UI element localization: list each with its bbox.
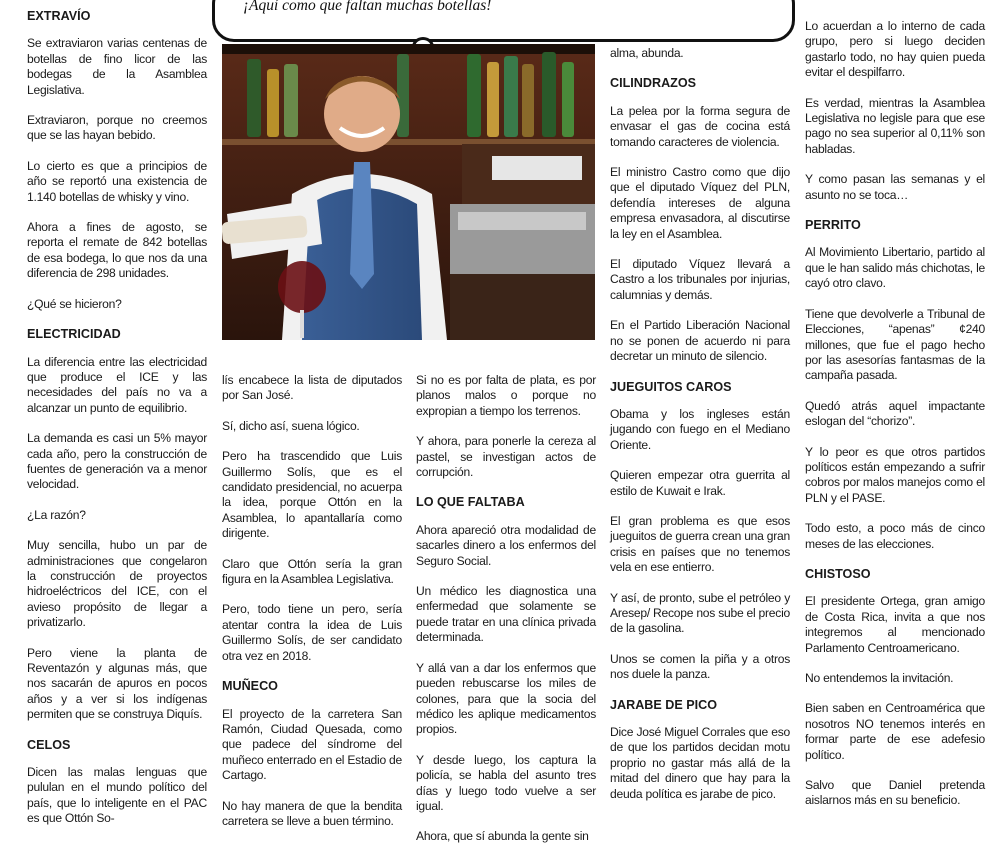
paragraph: El ministro Castro como que dijo que el diputado Víquez del PLN, defendía intereses de alguna empresa envasadora, al discutirse la ley en el Asamblea.	[610, 165, 790, 241]
waiter-photo	[222, 44, 595, 340]
paragraph: Dice José Miguel Corrales que eso de que los partidos decidan motu proprio no gastar más allá de la mitad del dinero que hay para la deuda política es jarabe de pico.	[610, 725, 790, 801]
paragraph: El proyecto de la carretera San Ramón, Ciudad Quesada, como que padece del síndrome del muñeco enterrado en el Estadio de Cartago.	[222, 706, 403, 783]
paragraph: El presidente Ortega, gran amigo de Costa Rica, invita a que nos integremos al mencionado Parlamento Centroamericano.	[805, 594, 985, 655]
paragraph: Un médico les diagnostica una enfermedad que solamente se puede tratar en una clínica privada determinada.	[416, 584, 596, 645]
paragraph: Y como pasan las semanas y el asunto no se toca…	[805, 172, 985, 202]
paragraph: Quieren empezar otra guerrita al estilo de Kuwait e Irak.	[610, 468, 790, 498]
paragraph: Sí, dicho así, suena lógico.	[222, 418, 360, 433]
column-3	[416, 373, 596, 860]
paragraph: En el Partido Liberación Nacional no se ponen de acuerdo ni para decretar un minuto de silencio.	[610, 318, 790, 364]
paragraph: Y así, de pronto, sube el petróleo y Aresep/ Recope nos sube el precio de la gasolina.	[610, 590, 790, 636]
paragraph: ¿La razón?	[27, 507, 86, 522]
paragraph: lís encabece la lista de diputados por San José.	[222, 373, 402, 403]
heading-chistoso: CHISTOSO	[805, 566, 871, 581]
paragraph: alma, abunda.	[610, 46, 684, 60]
paragraph: Bien saben en Centroamérica que nosotros NO tenemos interés en formar parte de ese adefesio político.	[805, 701, 985, 762]
paragraph: Obama y los ingleses están jugando con fuego en el Mediano Oriente.	[610, 406, 790, 452]
paragraph: La pelea por la forma segura de envasar el gas de cocina está tomando caracteres de violencia.	[610, 103, 790, 149]
bubble-caption: ¡Aquí como que faltan muchas botellas!	[243, 0, 492, 14]
heading-jarabe-de-pico: JARABE DE PICO	[610, 697, 718, 712]
paragraph: No entendemos la invitación.	[805, 671, 954, 685]
paragraph: Quedó atrás aquel impactante eslogan del “chorizo”.	[805, 398, 985, 429]
paragraph: Y allá van a dar los enfermos que pueden rebuscarse los miles de colones, para que la socia del médico les aplique medicamentos propios.	[416, 660, 596, 737]
paragraph: Si no es por falta de plata, es por planos malos o porque no expropian a tiempo los terrenos.	[416, 373, 596, 418]
paragraph: Y desde luego, los captura la policía, se habla del asunto tres días y luego todo vuelve a ser igual.	[416, 752, 596, 813]
column-2	[222, 373, 402, 844]
heading-perrito: PERRITO	[805, 218, 861, 233]
paragraph: Es verdad, mientras la Asamblea Legislativa no legisle para que ese pago no sea superior al 0,11% son habladas.	[805, 95, 985, 156]
paragraph: Al Movimiento Libertario, partido al que le han salido más chichotas, le cayó otro clavo.	[805, 245, 985, 291]
paragraph: Lo cierto es que a principios de año se reportó una existencia de 1.140 botellas de whisky y vino.	[27, 158, 207, 204]
paragraph: ¿Qué se hicieron?	[27, 296, 122, 311]
paragraph: El diputado Víquez llevará a Castro a los tribunales por injurias, calumnias y demás.	[610, 257, 790, 302]
paragraph: La demanda es casi un 5% mayor cada año, pero la construcción de fuentes de generación va a menor velocidad.	[27, 431, 207, 492]
paragraph: Salvo que Daniel pretenda aislarnos más en su beneficio.	[805, 778, 985, 808]
paragraph: Y ahora, para ponerle la cereza al pastel, se investigan actos de corrupción.	[416, 434, 596, 480]
heading-celos: CELOS	[27, 737, 71, 752]
paragraph: Todo esto, a poco más de cinco meses de las elecciones.	[805, 521, 985, 551]
paragraph: Pero, todo tiene un pero, sería atentar contra la idea de Luis Guillermo Solís, de ser candidato otra vez en 2018.	[222, 602, 402, 663]
paragraph: Muy sencilla, hubo un par de administraciones que congelaron la construcción de proyectos hidroeléctricos del ICE, con el avieso propósito de llegar a privatizarlo.	[27, 538, 207, 630]
paragraph: Pero viene la planta de Reventazón y algunas más, que nos sacarán de apuros en pocos años y a ver si los indígenas permiten que se construya Diquís.	[27, 645, 207, 722]
paragraph: Tiene que devolverle a Tribunal de Elecciones, “apenas” ¢240 millones, que fue el pago hecho por las asesorías fantasmas de la campaña pasada.	[805, 306, 985, 383]
paragraph: Extraviaron, porque no creemos que se las hayan bebido.	[27, 113, 207, 143]
column-1	[27, 3, 207, 842]
paragraph: Ahora, que sí abunda la gente sin	[416, 829, 589, 844]
paragraph: Dicen las malas lenguas que pululan en el mundo político del país, que lo inteligente en el PAC es que Ottón So-	[27, 765, 207, 826]
heading-jueguitos-caros: JUEGUITOS CAROS	[610, 379, 732, 394]
column-4	[610, 46, 790, 817]
paragraph: Unos se comen la piña y a otros nos duele la panza.	[610, 651, 790, 682]
paragraph: Claro que Ottón sería la gran figura en la Asamblea Legislativa.	[222, 556, 402, 587]
heading-extravio: EXTRAVÍO	[27, 9, 91, 23]
heading-electricidad: ELECTRICIDAD	[27, 327, 121, 342]
paragraph: Ahora a fines de agosto, se reporta el remate de 842 botellas de esa bodega, lo que nos da una diferencia de 298 unidades.	[27, 220, 207, 281]
paragraph: Ahora apareció otra modalidad de sacarles dinero a los enfermos del Seguro Social.	[416, 522, 596, 568]
column-5	[805, 19, 985, 824]
heading-cilindrazos: CILINDRAZOS	[610, 76, 697, 91]
paragraph: El gran problema es que esos jueguitos de guerra crean una gran crisis en países que no tenemos vela en ese entierro.	[610, 513, 790, 575]
heading-lo-que-faltaba: LO QUE FALTABA	[416, 495, 525, 510]
paragraph: Se extraviaron varias centenas de botellas de fino licor de las bodegas de la Asamblea Legislativa.	[27, 36, 207, 97]
paragraph: Pero ha trascendido que Luis Guillermo Solís, que es el candidato presidencial, no acuerpa la idea, porque Ottón en la Asamblea, lo apantallaría como dirigente.	[222, 449, 402, 541]
paragraph: No hay manera de que la bendita carretera se lleve a buen término.	[222, 798, 402, 828]
heading-muneco: MUÑECO	[222, 679, 278, 694]
paragraph: La diferencia entre las electricidad que produce el ICE y las necesidades del país no va a alcanzar un punto de equilibrio.	[27, 354, 207, 415]
paragraph: Y lo peor es que otros partidos políticos están empezando a sufrir cobros por malos manejos como el PLN y el PASE.	[805, 444, 985, 505]
speech-bubble	[212, 0, 795, 42]
paragraph: Lo acuerdan a lo interno de cada grupo, pero si luego deciden gastarlo todo, no hay quien pueda evitar el despilfarro.	[805, 19, 985, 80]
